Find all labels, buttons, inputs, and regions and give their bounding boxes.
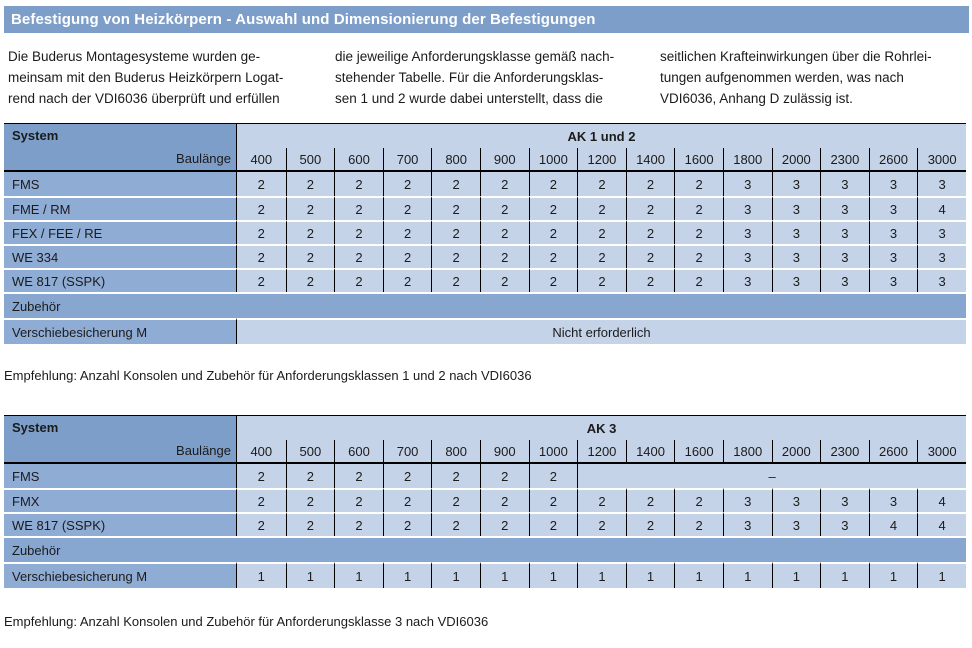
value-cell: 2 [286, 220, 335, 244]
baulaenge-column-header: 600 [334, 148, 383, 172]
value-cell: 2 [577, 488, 626, 512]
value-cell: 2 [431, 220, 480, 244]
value-cell: 2 [286, 172, 335, 196]
intro-column-2 [335, 46, 657, 109]
intro-line: seitlichen Krafteinwirkungen über die Rohrlei- [660, 49, 932, 64]
value-cell: 2 [626, 488, 675, 512]
value-cell: 2 [237, 196, 286, 220]
value-cell: 3 [869, 488, 918, 512]
baulaenge-column-header: 3000 [917, 440, 966, 464]
value-cell: 2 [286, 464, 335, 488]
accessory-band-row [4, 292, 966, 318]
value-cell: 2 [431, 244, 480, 268]
row-label: WE 817 (SSPK) [4, 268, 237, 292]
value-cell: 2 [383, 244, 432, 268]
value-cell: 3 [917, 172, 966, 196]
baulaenge-column-header: 800 [431, 440, 480, 464]
row-label: FME / RM [4, 196, 237, 220]
intro-line: meinsam mit den Buderus Heizkörpern Logat- [8, 70, 284, 85]
value-cell: 3 [772, 512, 821, 536]
page-title: Befestigung von Heizkörpern - Auswahl und Dimensionierung der Befestigungen [4, 6, 969, 33]
value-cell: 2 [480, 172, 529, 196]
value-cell: 2 [334, 196, 383, 220]
row-label: FMX [4, 488, 237, 512]
accessory-row-label: Verschiebesicherung M [4, 318, 237, 344]
dimensioning-table-ak12 [4, 123, 966, 344]
value-cell: 1 [383, 562, 432, 588]
system-header-cell [4, 123, 237, 172]
table-row [4, 196, 966, 220]
baulaenge-column-header: 400 [237, 440, 286, 464]
value-cell: 2 [431, 196, 480, 220]
value-cell: 2 [237, 512, 286, 536]
system-header-cell [4, 415, 237, 464]
value-cell: 2 [674, 196, 723, 220]
value-cell: 2 [529, 268, 578, 292]
value-cell: 3 [772, 488, 821, 512]
value-cell: 2 [480, 268, 529, 292]
value-cell: 3 [772, 244, 821, 268]
row-label: WE 334 [4, 244, 237, 268]
intro-line: die jeweilige Anforderungsklasse gemäß nach- [335, 49, 615, 64]
requirement-class-header: AK 3 [237, 415, 966, 440]
value-cell: 2 [334, 268, 383, 292]
table-row [4, 172, 966, 196]
value-cell: 1 [723, 562, 772, 588]
value-cell: 2 [529, 172, 578, 196]
value-cell: 2 [626, 172, 675, 196]
value-cell: 2 [383, 172, 432, 196]
value-cell: 2 [383, 488, 432, 512]
baulaenge-column-header: 1200 [577, 148, 626, 172]
value-cell: 3 [723, 488, 772, 512]
value-cell: 3 [723, 268, 772, 292]
value-cell: 1 [431, 562, 480, 588]
table-header-row [4, 123, 966, 148]
table-row [4, 488, 966, 512]
table-ak1-und-2 [4, 123, 969, 344]
value-cell: 2 [431, 488, 480, 512]
system-label: System [12, 128, 59, 143]
value-cell: 1 [917, 562, 966, 588]
baulaenge-column-header: 2000 [772, 440, 821, 464]
value-cell: 1 [820, 562, 869, 588]
value-cell: 2 [529, 488, 578, 512]
value-cell: 2 [431, 464, 480, 488]
value-cell: 2 [529, 512, 578, 536]
value-cell: 2 [626, 196, 675, 220]
value-cell: 2 [383, 220, 432, 244]
value-cell: 2 [480, 244, 529, 268]
baulaenge-column-header: 700 [383, 440, 432, 464]
accessory-row [4, 318, 966, 344]
merged-dash-cell: – [577, 464, 966, 488]
value-cell: 2 [626, 220, 675, 244]
value-cell: 4 [917, 512, 966, 536]
baulaenge-column-header: 2000 [772, 148, 821, 172]
baulaenge-column-header: 500 [286, 440, 335, 464]
value-cell: 2 [383, 268, 432, 292]
dimensioning-table-ak3 [4, 415, 966, 588]
value-cell: 1 [334, 562, 383, 588]
accessory-row [4, 562, 966, 588]
value-cell: 2 [237, 172, 286, 196]
baulaenge-column-header: 1400 [626, 440, 675, 464]
intro-line: stehender Tabelle. Für die Anforderungsklas- [335, 70, 604, 85]
baulaenge-label: Baulänge [176, 151, 231, 166]
accessory-band-row [4, 536, 966, 562]
value-cell: 2 [480, 464, 529, 488]
value-cell: 1 [286, 562, 335, 588]
value-cell: 2 [431, 268, 480, 292]
value-cell: 2 [237, 244, 286, 268]
table-ak3 [4, 415, 969, 588]
value-cell: 2 [286, 488, 335, 512]
value-cell: 2 [674, 488, 723, 512]
value-cell: 2 [577, 268, 626, 292]
value-cell: 2 [529, 220, 578, 244]
value-cell: 3 [820, 196, 869, 220]
value-cell: 2 [237, 464, 286, 488]
table-header-row [4, 415, 966, 440]
value-cell: 2 [626, 244, 675, 268]
baulaenge-column-header: 2600 [869, 148, 918, 172]
accessory-row-label: Verschiebesicherung M [4, 562, 237, 588]
intro-line: tungen aufgenommen werden, was nach [660, 70, 904, 85]
value-cell: 3 [820, 172, 869, 196]
value-cell: 2 [577, 196, 626, 220]
row-label: FEX / FEE / RE [4, 220, 237, 244]
value-cell: 2 [237, 220, 286, 244]
requirement-class-header: AK 1 und 2 [237, 123, 966, 148]
intro-line: sen 1 und 2 wurde dabei unterstellt, dass die [335, 91, 603, 106]
baulaenge-column-header: 800 [431, 148, 480, 172]
value-cell: 1 [529, 562, 578, 588]
value-cell: 3 [820, 220, 869, 244]
value-cell: 2 [237, 268, 286, 292]
value-cell: 2 [674, 220, 723, 244]
baulaenge-column-header: 900 [480, 440, 529, 464]
value-cell: 2 [626, 512, 675, 536]
baulaenge-column-header: 1400 [626, 148, 675, 172]
value-cell: 2 [334, 244, 383, 268]
table-caption-ak3: Empfehlung: Anzahl Konsolen und Zubehör für Anforderungsklasse 3 nach VDI6036 [4, 614, 489, 629]
value-cell: 2 [383, 464, 432, 488]
value-cell: 3 [869, 172, 918, 196]
value-cell: 2 [383, 196, 432, 220]
value-cell: 4 [917, 488, 966, 512]
baulaenge-column-header: 2300 [820, 148, 869, 172]
baulaenge-column-header: 1000 [529, 440, 578, 464]
value-cell: 3 [917, 220, 966, 244]
value-cell: 2 [286, 512, 335, 536]
value-cell: 3 [869, 244, 918, 268]
value-cell: 2 [334, 172, 383, 196]
baulaenge-column-header: 700 [383, 148, 432, 172]
value-cell: 2 [577, 220, 626, 244]
baulaenge-column-header: 2600 [869, 440, 918, 464]
value-cell: 3 [772, 196, 821, 220]
value-cell: 3 [723, 512, 772, 536]
value-cell: 4 [917, 196, 966, 220]
value-cell: 3 [723, 172, 772, 196]
table-row [4, 512, 966, 536]
value-cell: 2 [334, 464, 383, 488]
baulaenge-column-header: 1200 [577, 440, 626, 464]
value-cell: 3 [820, 244, 869, 268]
value-cell: 2 [334, 512, 383, 536]
intro-line: Die Buderus Montagesysteme wurden ge- [8, 49, 261, 64]
intro-column-1 [8, 46, 330, 109]
value-cell: 2 [286, 268, 335, 292]
baulaenge-label: Baulänge [176, 443, 231, 458]
system-label: System [12, 420, 59, 435]
value-cell: 3 [723, 220, 772, 244]
baulaenge-column-header: 1600 [674, 148, 723, 172]
value-cell: 2 [674, 172, 723, 196]
intro-text [0, 46, 972, 112]
intro-column-3 [660, 46, 972, 109]
value-cell: 2 [480, 512, 529, 536]
table-row [4, 268, 966, 292]
baulaenge-column-header: 900 [480, 148, 529, 172]
value-cell: 2 [480, 196, 529, 220]
value-cell: 3 [869, 220, 918, 244]
intro-line: VDI6036, Anhang D zulässig ist. [660, 91, 853, 106]
value-cell: 2 [431, 172, 480, 196]
value-cell: 2 [480, 488, 529, 512]
value-cell: 2 [383, 512, 432, 536]
value-cell: 3 [723, 244, 772, 268]
baulaenge-column-header: 500 [286, 148, 335, 172]
value-cell: 3 [772, 172, 821, 196]
value-cell: 2 [529, 244, 578, 268]
value-cell: 2 [237, 488, 286, 512]
value-cell: 2 [529, 196, 578, 220]
accessory-band: Zubehör [4, 536, 966, 562]
baulaenge-column-header: 3000 [917, 148, 966, 172]
value-cell: 3 [917, 268, 966, 292]
value-cell: 2 [577, 512, 626, 536]
table-row [4, 244, 966, 268]
row-label: FMS [4, 172, 237, 196]
value-cell: 3 [723, 196, 772, 220]
table-caption-ak12: Empfehlung: Anzahl Konsolen und Zubehör für Anforderungsklassen 1 und 2 nach VDI6036 [4, 368, 532, 383]
merged-value-cell: Nicht erforderlich [237, 318, 966, 344]
value-cell: 2 [334, 488, 383, 512]
value-cell: 3 [869, 196, 918, 220]
value-cell: 2 [431, 512, 480, 536]
value-cell: 2 [529, 464, 578, 488]
baulaenge-column-header: 400 [237, 148, 286, 172]
value-cell: 2 [334, 220, 383, 244]
value-cell: 1 [626, 562, 675, 588]
value-cell: 2 [674, 244, 723, 268]
value-cell: 3 [820, 268, 869, 292]
value-cell: 4 [869, 512, 918, 536]
intro-line: rend nach der VDI6036 überprüft und erfüllen [8, 91, 280, 106]
value-cell: 1 [577, 562, 626, 588]
value-cell: 2 [577, 244, 626, 268]
table-row [4, 464, 966, 488]
row-label: FMS [4, 464, 237, 488]
accessory-band: Zubehör [4, 292, 966, 318]
value-cell: 2 [626, 268, 675, 292]
baulaenge-column-header: 2300 [820, 440, 869, 464]
value-cell: 2 [286, 244, 335, 268]
value-cell: 3 [820, 488, 869, 512]
value-cell: 1 [674, 562, 723, 588]
baulaenge-column-header: 600 [334, 440, 383, 464]
value-cell: 3 [869, 268, 918, 292]
value-cell: 3 [772, 268, 821, 292]
value-cell: 2 [286, 196, 335, 220]
value-cell: 2 [674, 268, 723, 292]
baulaenge-column-header: 1800 [723, 148, 772, 172]
value-cell: 2 [577, 172, 626, 196]
value-cell: 1 [869, 562, 918, 588]
baulaenge-column-header: 1000 [529, 148, 578, 172]
value-cell: 1 [237, 562, 286, 588]
value-cell: 1 [772, 562, 821, 588]
row-label: WE 817 (SSPK) [4, 512, 237, 536]
value-cell: 2 [480, 220, 529, 244]
value-cell: 3 [820, 512, 869, 536]
value-cell: 1 [480, 562, 529, 588]
baulaenge-column-header: 1800 [723, 440, 772, 464]
table-row [4, 220, 966, 244]
baulaenge-column-header: 1600 [674, 440, 723, 464]
value-cell: 3 [772, 220, 821, 244]
value-cell: 2 [674, 512, 723, 536]
value-cell: 3 [917, 244, 966, 268]
